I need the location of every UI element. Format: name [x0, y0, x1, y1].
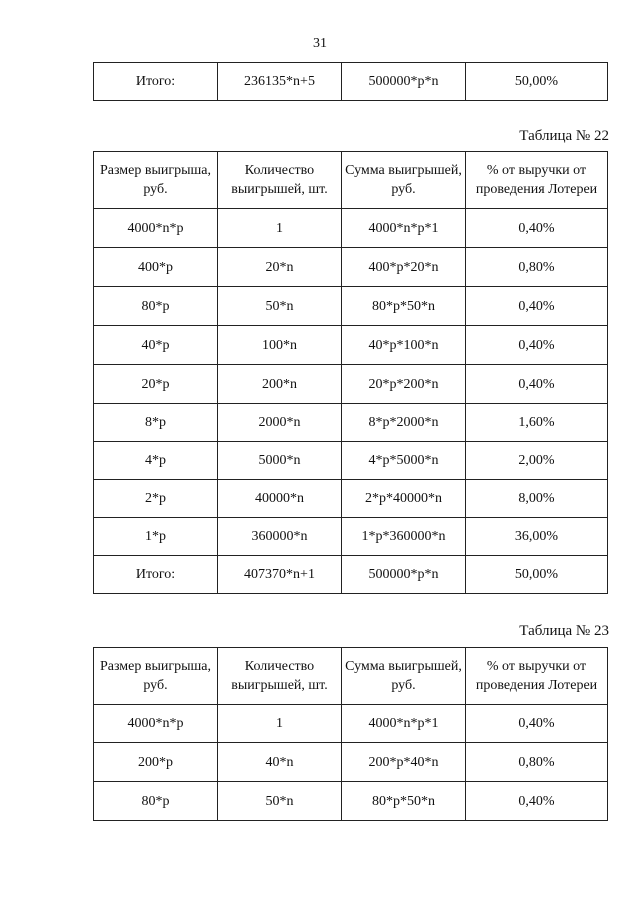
header-cell-prize-size: Размер выигрыша, руб.	[94, 152, 218, 209]
table-row	[94, 248, 608, 287]
table-23-caption: Таблица № 23	[519, 623, 609, 639]
table-cell: 50*n	[218, 782, 342, 821]
table-row	[94, 480, 608, 518]
table-row	[94, 209, 608, 248]
header-cell-prize-size: Размер выигрыша, руб.	[94, 648, 218, 705]
table-cell: 20*p	[94, 365, 218, 404]
table-cell: 0,40%	[466, 326, 608, 365]
table-row	[94, 705, 608, 743]
table-cell: 360000*n	[218, 518, 342, 556]
table-cell: 36,00%	[466, 518, 608, 556]
table-cell: 1,60%	[466, 404, 608, 442]
table-cell: 2*p*40000*n	[342, 480, 466, 518]
table-cell: 500000*p*n	[342, 63, 466, 101]
table-cell: 0,40%	[466, 209, 608, 248]
table-cell: 500000*p*n	[342, 556, 466, 594]
table-cell: 4*p	[94, 442, 218, 480]
table-cell: 1	[218, 705, 342, 743]
table-cell: 40*n	[218, 743, 342, 782]
table-row	[94, 287, 608, 326]
table-row	[94, 556, 608, 594]
table-cell: 400*p	[94, 248, 218, 287]
table-cell: 80*p	[94, 287, 218, 326]
table-cell: 8*p*2000*n	[342, 404, 466, 442]
table-22	[93, 151, 608, 594]
table-cell: 200*n	[218, 365, 342, 404]
table-cell: 4000*n*p	[94, 705, 218, 743]
header-cell-prize-count: Количество выигрышей, шт.	[218, 648, 342, 705]
table-cell: 0,40%	[466, 287, 608, 326]
table-cell: 20*p*200*n	[342, 365, 466, 404]
table-cell: 20*n	[218, 248, 342, 287]
table-cell: 2*p	[94, 480, 218, 518]
table-cell: 50,00%	[466, 556, 608, 594]
header-cell-prize-count: Количество выигрышей, шт.	[218, 152, 342, 209]
table-cell: Итого:	[94, 556, 218, 594]
table-row	[94, 63, 608, 101]
table-row	[94, 442, 608, 480]
table-cell: 2000*n	[218, 404, 342, 442]
table-23	[93, 647, 608, 821]
table-cell: 40*p	[94, 326, 218, 365]
table-cell: 4000*n*p*1	[342, 705, 466, 743]
table-cell: 8*p	[94, 404, 218, 442]
table-cell: 236135*n+5	[218, 63, 342, 101]
table-row	[94, 404, 608, 442]
table-cell: 40000*n	[218, 480, 342, 518]
table-cell: 50*n	[218, 287, 342, 326]
table-cell: 407370*n+1	[218, 556, 342, 594]
table-cell: 0,40%	[466, 365, 608, 404]
table-cell: 0,40%	[466, 782, 608, 821]
table-cell: 8,00%	[466, 480, 608, 518]
top-table	[93, 62, 608, 101]
table-cell: 200*p*40*n	[342, 743, 466, 782]
table-cell: 0,80%	[466, 248, 608, 287]
table-row	[94, 326, 608, 365]
table-cell: 4000*n*p	[94, 209, 218, 248]
table-row	[94, 782, 608, 821]
table-cell: 2,00%	[466, 442, 608, 480]
table-cell: 100*n	[218, 326, 342, 365]
table-cell: 5000*n	[218, 442, 342, 480]
page-number: 31	[313, 36, 327, 51]
table-row	[94, 518, 608, 556]
header-cell-prize-sum: Сумма выигрышей, руб.	[342, 648, 466, 705]
table-cell: 80*p	[94, 782, 218, 821]
table-cell: Итого:	[94, 63, 218, 101]
table-cell: 50,00%	[466, 63, 608, 101]
table-header-row	[94, 648, 608, 705]
table-cell: 40*p*100*n	[342, 326, 466, 365]
table-cell: 0,80%	[466, 743, 608, 782]
table-cell: 0,40%	[466, 705, 608, 743]
table-cell: 4*p*5000*n	[342, 442, 466, 480]
header-cell-revenue-percent: % от выручки от проведения Лотереи	[466, 152, 608, 209]
table-cell: 80*p*50*n	[342, 782, 466, 821]
table-cell: 1	[218, 209, 342, 248]
table-header-row	[94, 152, 608, 209]
table-cell: 4000*n*p*1	[342, 209, 466, 248]
table-cell: 400*p*20*n	[342, 248, 466, 287]
header-cell-prize-sum: Сумма выигрышей, руб.	[342, 152, 466, 209]
table-cell: 1*p*360000*n	[342, 518, 466, 556]
table-cell: 80*p*50*n	[342, 287, 466, 326]
table-cell: 1*p	[94, 518, 218, 556]
table-22-caption: Таблица № 22	[519, 128, 609, 144]
header-cell-revenue-percent: % от выручки от проведения Лотереи	[466, 648, 608, 705]
table-cell: 200*p	[94, 743, 218, 782]
table-row	[94, 365, 608, 404]
table-row	[94, 743, 608, 782]
